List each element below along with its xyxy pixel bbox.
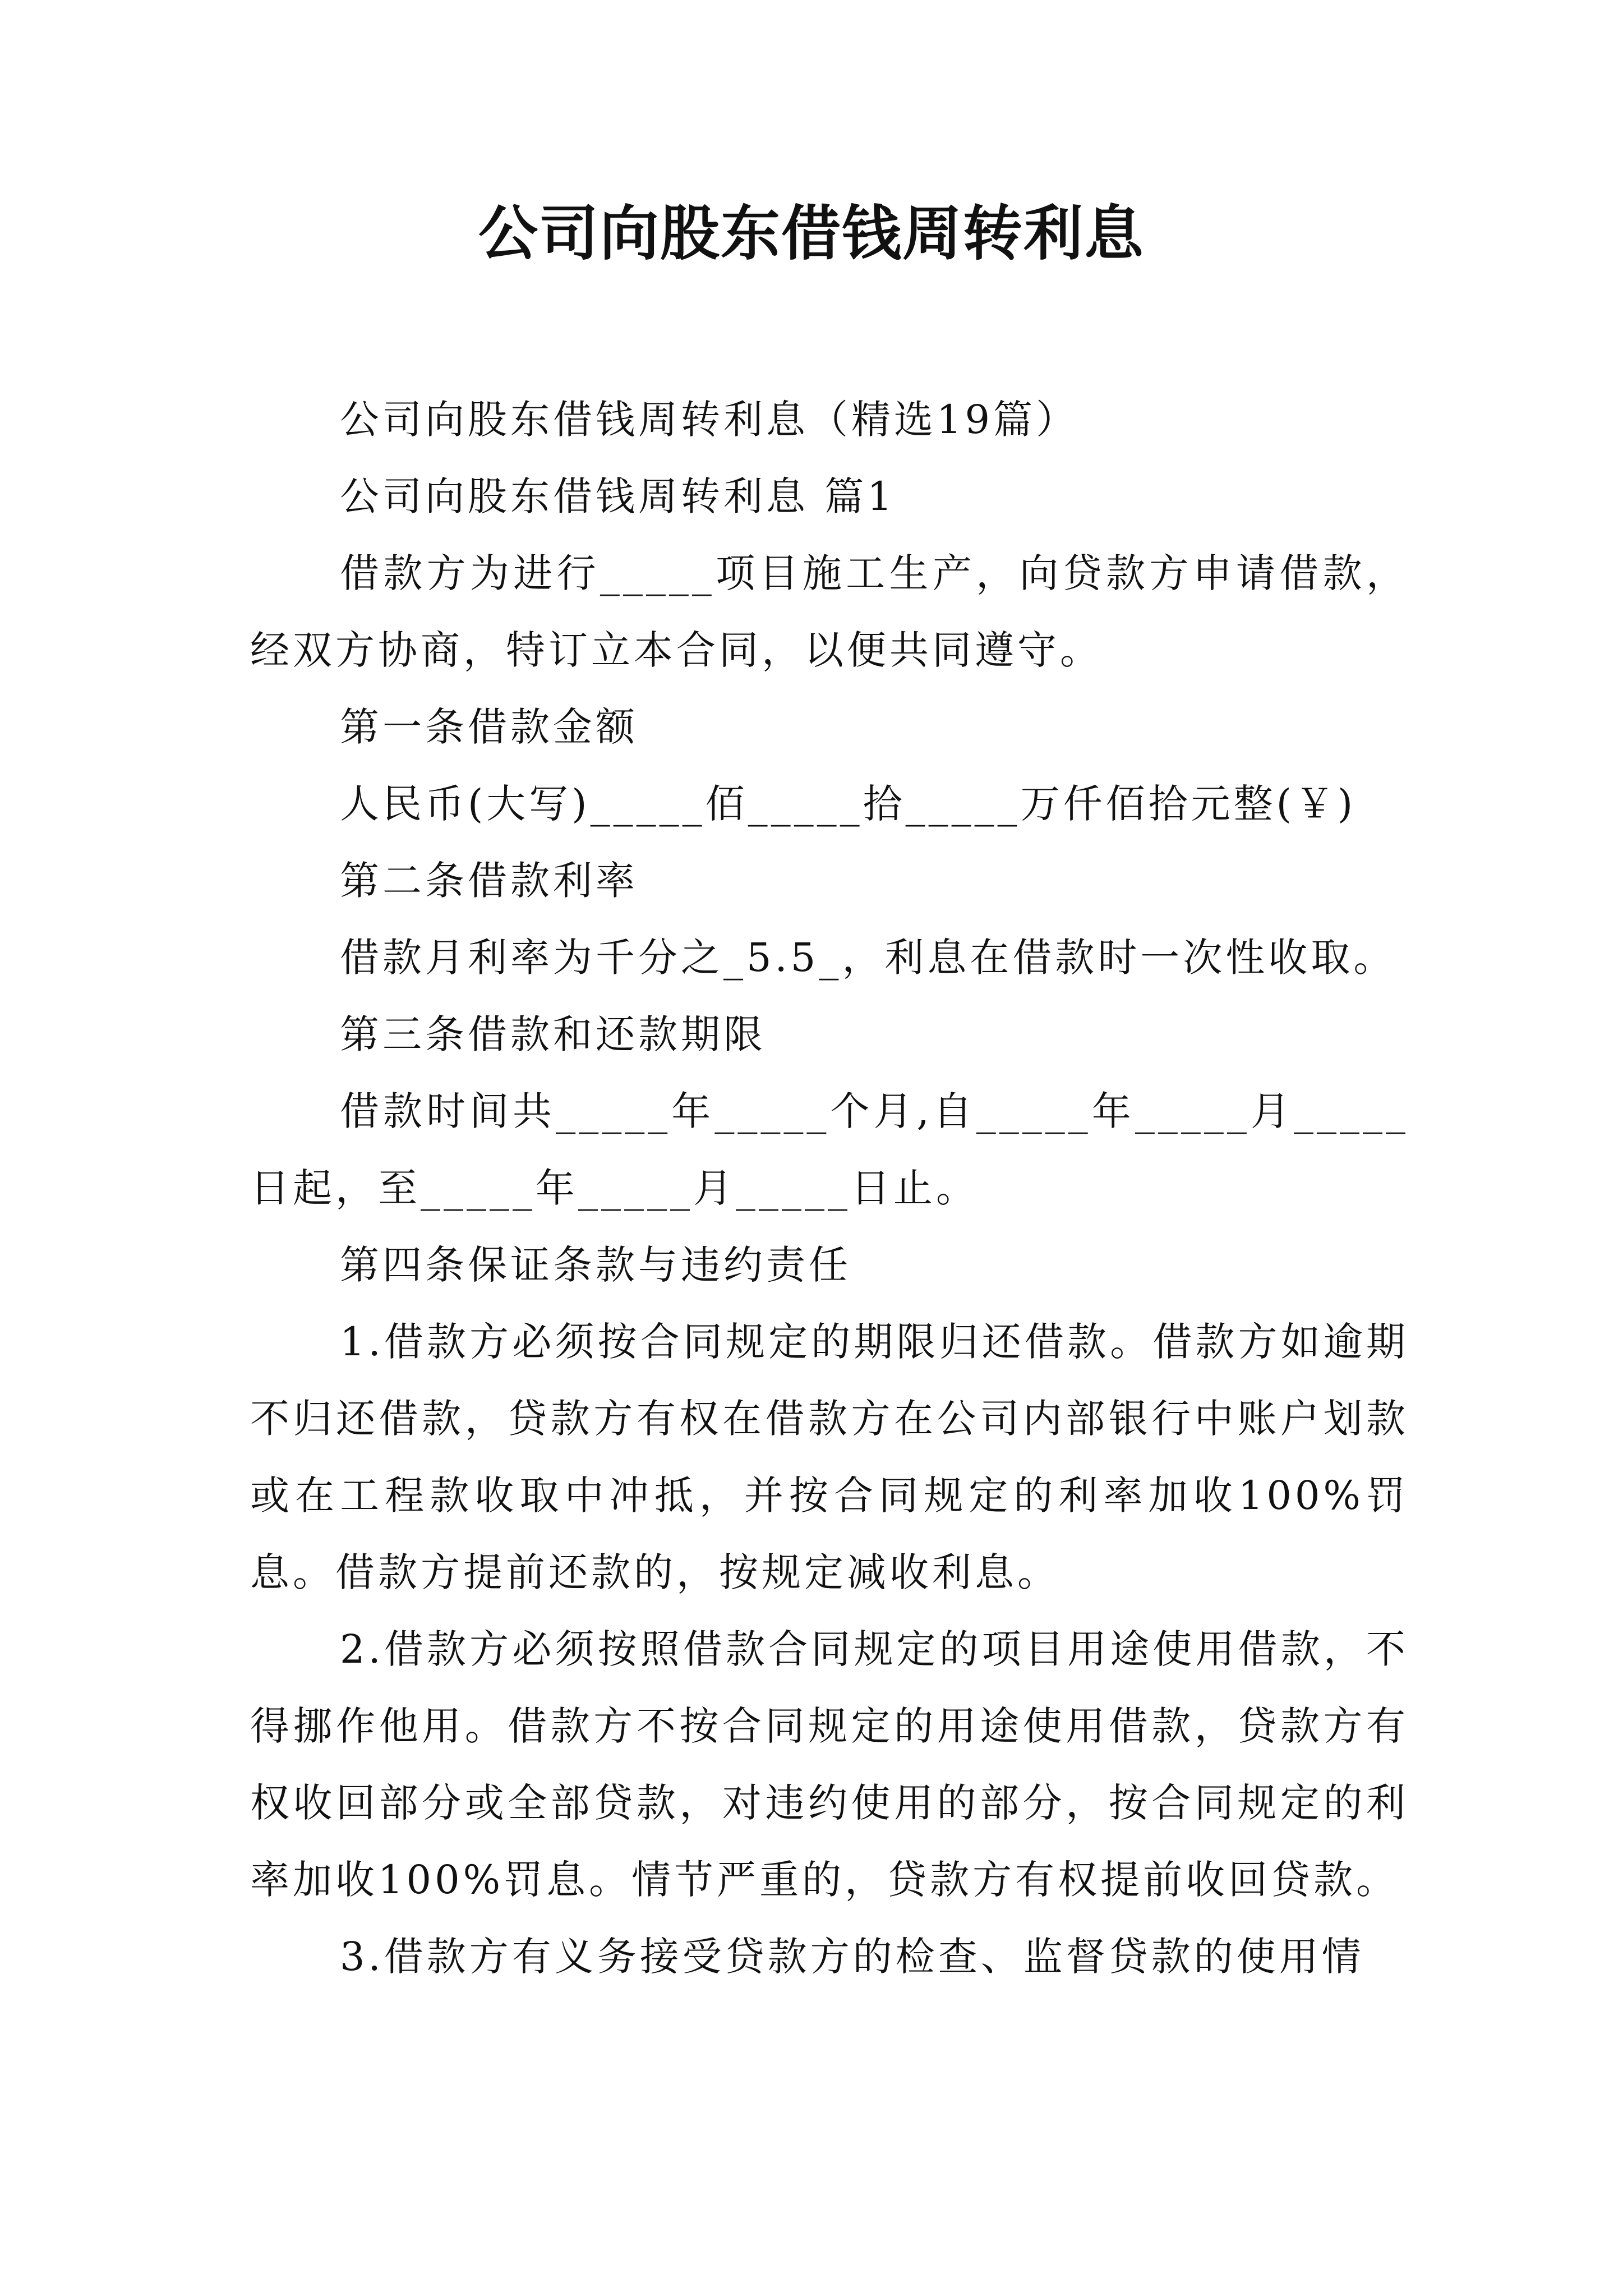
paragraph-section-heading: 公司向股东借钱周转利息 篇1	[340, 473, 896, 519]
paragraph-article-1-body: 人民币(大写)_____佰_____拾_____万仟佰拾元整(￥)	[340, 781, 1357, 827]
paragraph-article-2-body: 借款月利率为千分之_5.5_，利息在借款时一次性收取。	[340, 935, 1396, 981]
paragraph-article-4-item-1: 1.借款方必须按合同规定的期限归还借款。借款方如逾期不归还借款，贷款方有权在借款方在公司内部银行中账户划款或在工程款收取中冲抵，并按合同规定的利率加收100%罚息。借款方提前还款的，按规定减收利息。	[250, 1319, 1409, 1595]
paragraph-article-3-heading: 第三条借款和还款期限	[340, 1011, 766, 1057]
document-body	[250, 381, 1409, 1995]
paragraph-article-1-heading: 第一条借款金额	[340, 704, 638, 750]
paragraph-subtitle: 公司向股东借钱周转利息（精选19篇）	[340, 397, 1079, 443]
paragraph-article-4-heading: 第四条保证条款与违约责任	[340, 1242, 851, 1288]
paragraph-article-2-heading: 第二条借款利率	[340, 858, 638, 904]
document-title: 公司向股东借钱周转利息	[478, 199, 1145, 268]
paragraph-intro: 借款方为进行_____项目施工生产，向贷款方申请借款，经双方协商，特订立本合同，以便共同遵守。	[250, 550, 1409, 673]
paragraph-article-4-item-3: 3.借款方有义务接受贷款方的检查、监督贷款的使用情	[340, 1934, 1364, 1980]
paragraph-article-4-item-2: 2.借款方必须按照借款合同规定的项目用途使用借款，不得挪作他用。借款方不按合同规定的用途使用借款，贷款方有权收回部分或全部贷款，对违约使用的部分，按合同规定的利率加收100%罚息。情节严重的，贷款方有权提前收回贷款。	[250, 1626, 1409, 1903]
paragraph-article-3-body: 借款时间共_____年_____个月,自_____年_____月_____日起，至_____年_____月_____日止。	[250, 1088, 1409, 1211]
